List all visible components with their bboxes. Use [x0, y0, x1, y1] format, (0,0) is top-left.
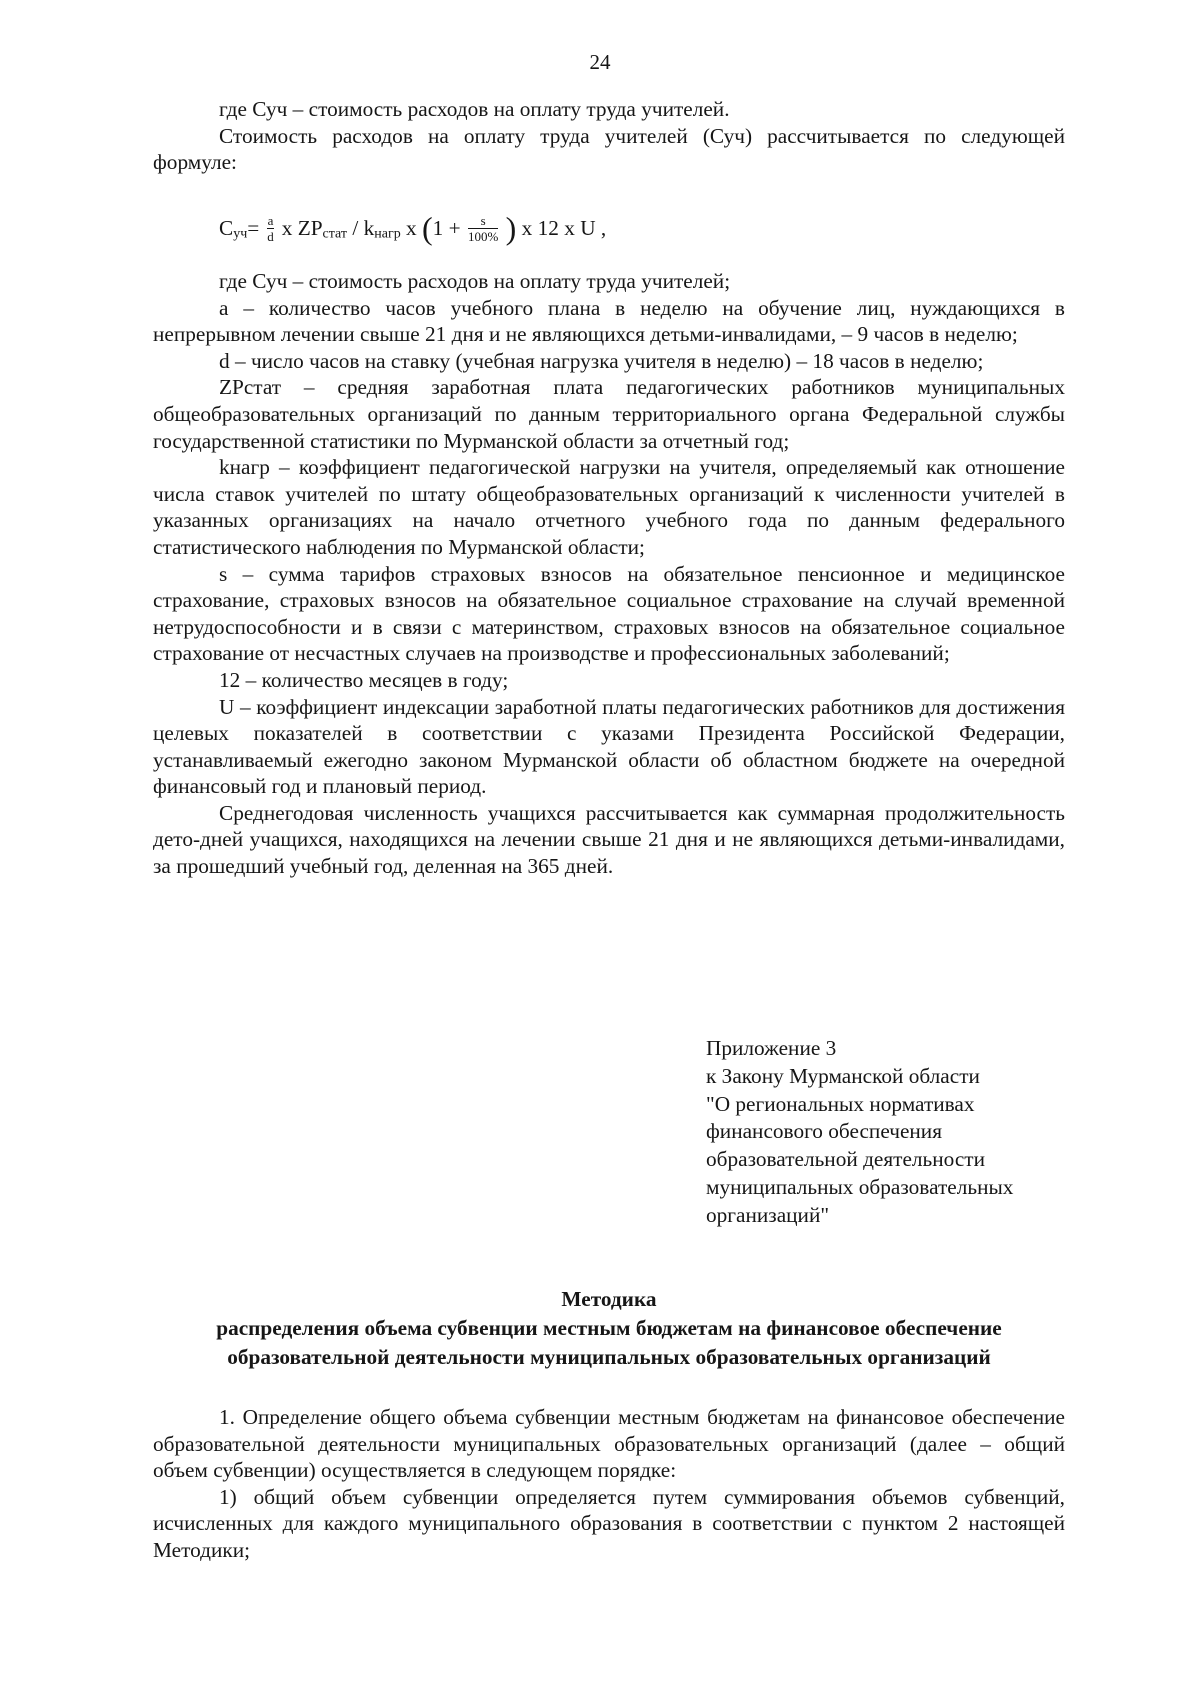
paragraph: 1. Определение общего объема субвенции местным бюджетам на финансовое обеспечение образовательной деятельности муниципальных образовательных организаций (далее – общий объем субвенции) осуществляется в следующем порядке:	[153, 1405, 1065, 1483]
paragraph: U – коэффициент индексации заработной платы педагогических работников для достижения целевых показателей в соответствии с указами Президента Российской Федерации, устанавливаемый ежегодно законом Мурманской области об областном бюджете на очередной финансовый год и плановый период.	[153, 694, 1065, 799]
paragraph: kнагр – коэффициент педагогической нагрузки на учителя, определяемый как отношение числа ставок учителей по штату общеобразовательных организаций к численности учителей в указанных организациях на начало отчетного учебного года по данным федерального статистического наблюдения по Мурманской области;	[153, 455, 1065, 559]
paragraph: а – количество часов учебного плана в неделю на обучение лиц, нуждающихся в непрерывном лечении свыше 21 дня и не являющихся детьми-инвалидами, – 9 часов в неделю;	[153, 295, 1065, 347]
paragraph: где Суч – стоимость расходов на оплату труда учителей.	[219, 97, 730, 121]
fraction-a-d: $\frac{a}{d}$	[267, 213, 274, 244]
intro-block	[153, 96, 1065, 176]
paragraph: Стоимость расходов на оплату труда учителей (Суч) рассчитывается по следующей формуле:	[153, 123, 1065, 175]
appendix-reference: Приложение 3 к Закону Мурманской области "О региональных нормативах финансового обеспечения образовательной деятельности муниципальных образовательных организаций"	[706, 1036, 1014, 1227]
paragraph: 1) общий объем субвенции определяется путем суммирования объемов субвенций, исчисленных для каждого муниципального образования в соответствии с пунктом 2 настоящей Методики;	[153, 1484, 1065, 1562]
paragraph: 12 – количество месяцев в году;	[219, 667, 509, 692]
document-title: Методика распределения объема субвенции местным бюджетам на финансовое обеспечение образовательной деятельности муниципальных образовательных организаций	[216, 1287, 1002, 1369]
page-number: 24	[589, 50, 611, 74]
paragraph: Среднегодовая численность учащихся рассчитывается как суммарная продолжительность дето-дней учащихся, находящихся на лечении свыше 21 дня и не являющихся детьми-инвалидами, за прошедший учебный год, деленная на 365 дней.	[153, 800, 1065, 879]
paragraph: ZPстат – средняя заработная плата педагогических работников муниципальных общеобразовательных организаций по данным территориального органа Федеральной службы государственной статистики по Мурманской области за отчетный год;	[153, 375, 1065, 453]
paragraph: где Суч – стоимость расходов на оплату труда учителей;	[219, 269, 731, 293]
definitions-block	[153, 268, 1065, 880]
formula: $С_{уч}=$ $\frac{a}{d}$ x $ZP_{стат} / k_{нагр}$ x (1 + $\frac{s}{100\%}$ ) x 12 x U ,	[219, 210, 607, 246]
paragraph: d – число часов на ставку (учебная нагрузка учителя в неделю) – 18 часов в неделю;	[219, 348, 984, 373]
paragraph: s – сумма тарифов страховых взносов на обязательное пенсионное и медицинское страхование, страховых взносов на обязательное социальное страхование на случай временной нетрудоспособности и в связи с материнством, страховых взносов на обязательное социальное страхование от несчастных случаев на производстве и профессиональных заболеваний;	[153, 561, 1065, 666]
fraction-s-100: $\frac{s}{100\%}$	[467, 213, 499, 244]
methodology-block	[153, 1404, 1065, 1564]
